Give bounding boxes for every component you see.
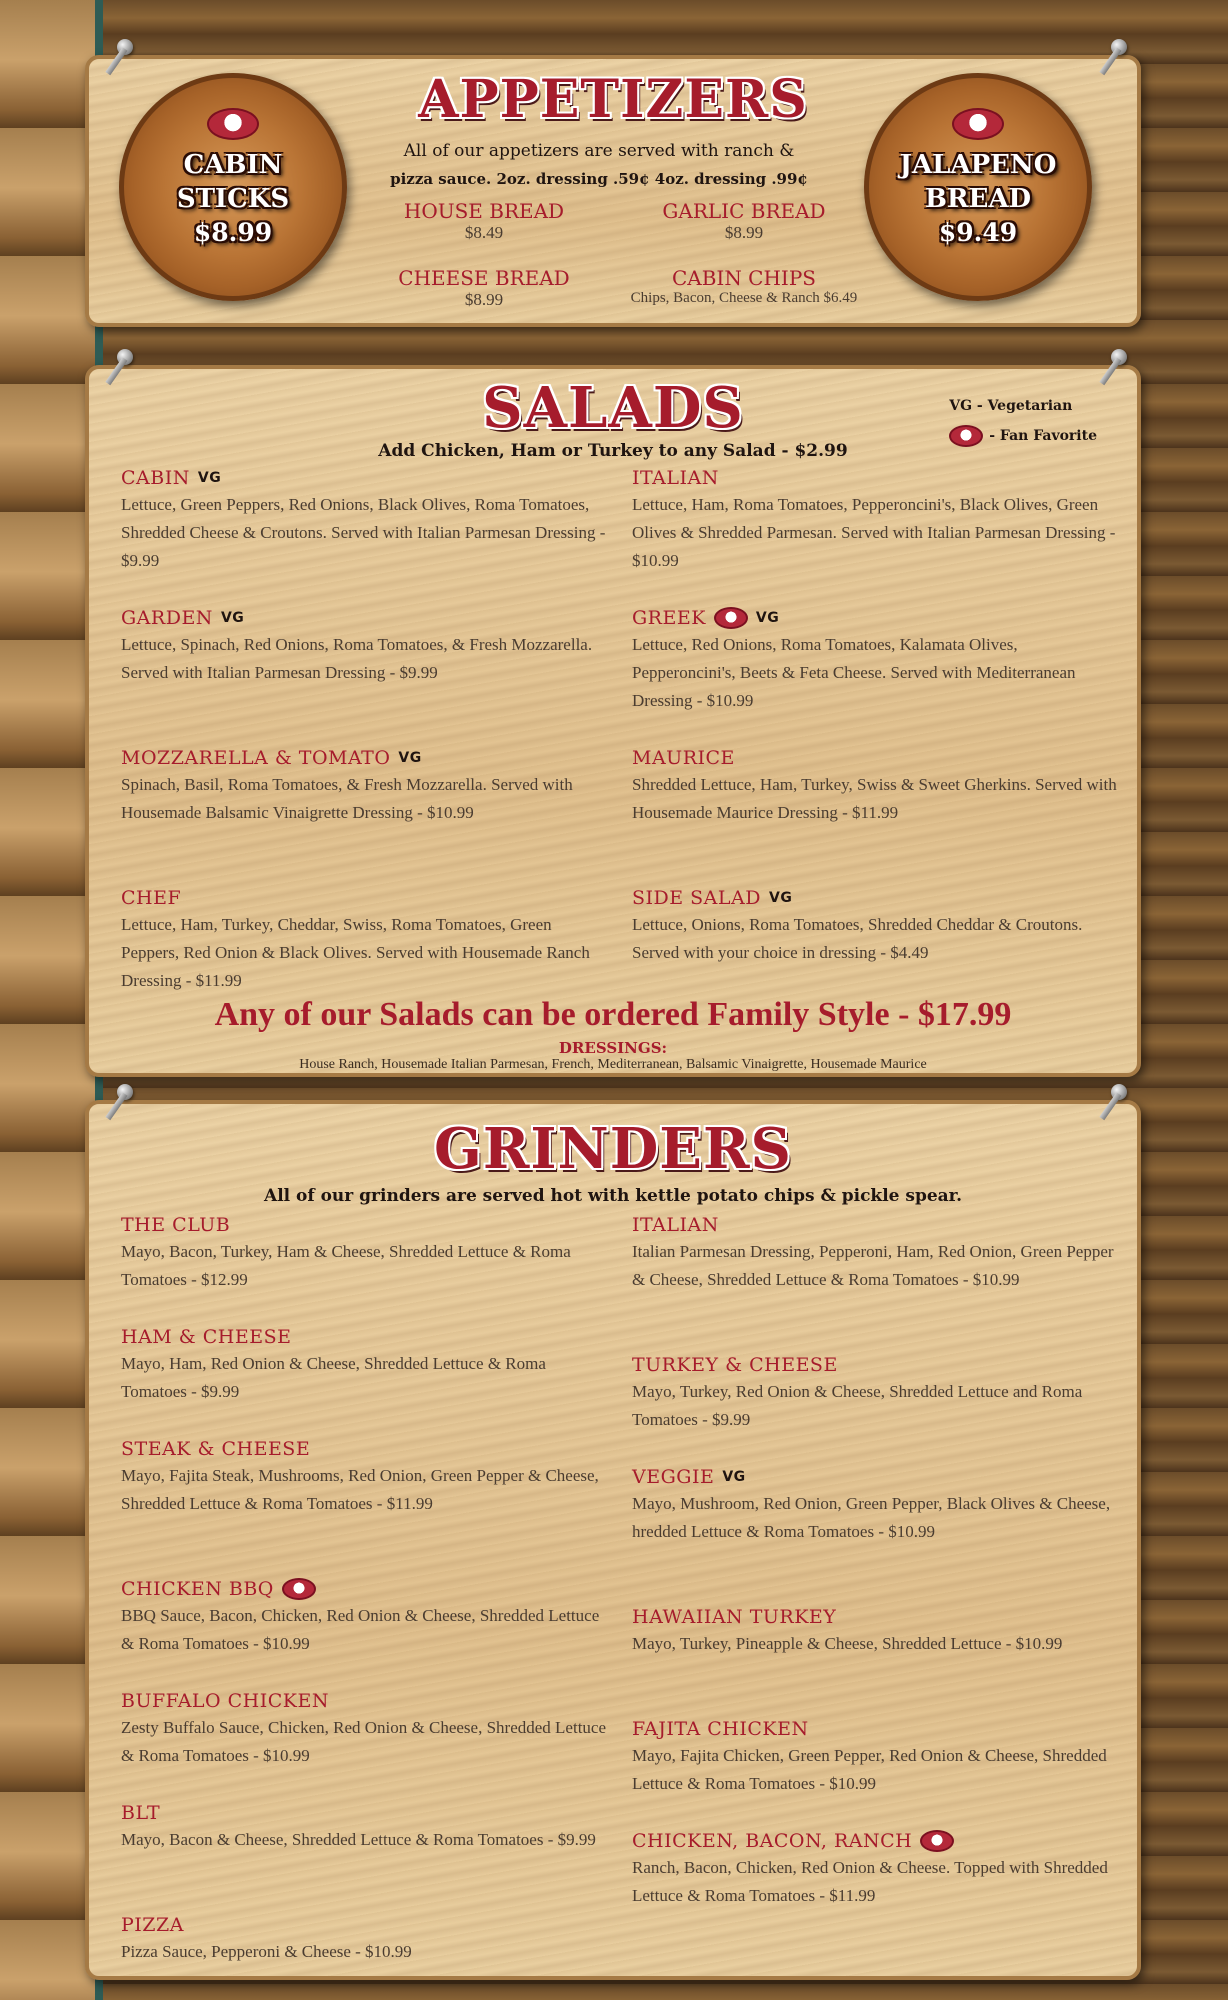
featured-cabin-sticks[interactable] <box>119 73 347 301</box>
item-name: GARDEN <box>121 607 213 629</box>
item-description: Mayo, Turkey, Red Onion & Cheese, Shredded Lettuce and Roma Tomatoes - $9.99 <box>632 1382 1083 1429</box>
fan-favorite-icon <box>920 1830 954 1852</box>
featured-name-line1: CABIN <box>183 150 283 180</box>
fan-favorite-icon <box>952 108 1004 140</box>
appetizer-price: Chips, Bacon, Cheese & Ranch $6.49 <box>630 290 858 306</box>
item-name: MOZZARELLA & TOMATO <box>121 747 391 769</box>
appetizers-intro-line1: All of our appetizers are served with ranch & <box>403 141 795 161</box>
item-name: TURKEY & CHEESE <box>632 1354 838 1376</box>
menu-item[interactable] <box>121 1576 611 1658</box>
menu-item[interactable] <box>632 745 1122 827</box>
item-name: HAM & CHEESE <box>121 1326 292 1348</box>
featured-name-line2: STICKS <box>176 184 290 214</box>
appetizers-intro <box>349 137 849 193</box>
item-description: Lettuce, Ham, Turkey, Cheddar, Swiss, Roma Tomatoes, Green Peppers, Red Onion & Black Olives. Served with Housemade Ranch Dressing - $11.99 <box>121 915 590 990</box>
item-description: Lettuce, Green Peppers, Red Onions, Black Olives, Roma Tomatoes, Shredded Cheese & Croutons. Served with Italian Parmesan Dressing - $9.99 <box>121 495 606 570</box>
menu-item[interactable] <box>121 745 611 827</box>
nail-icon <box>1111 39 1127 55</box>
item-name-row <box>121 1436 611 1462</box>
menu-item[interactable] <box>121 605 611 687</box>
vegetarian-tag: VG <box>398 750 422 766</box>
item-description: BBQ Sauce, Bacon, Chicken, Red Onion & Cheese, Shredded Lettuce & Roma Tomatoes - $10.99 <box>121 1606 600 1653</box>
salads-intro: Add Chicken, Ham or Turkey to any Salad - $2.99 <box>378 441 848 461</box>
legend-vegetarian: VG - Vegetarian <box>949 398 1073 414</box>
nail-icon <box>1111 1084 1127 1100</box>
grinders-board <box>85 1100 1141 1980</box>
menu-item[interactable] <box>632 465 1122 575</box>
item-name: MAURICE <box>632 747 735 769</box>
item-name: ITALIAN <box>632 467 719 489</box>
fan-favorite-icon <box>714 607 748 629</box>
salads-title: SALADS <box>482 375 744 441</box>
item-name: PIZZA <box>121 1914 184 1936</box>
item-description: Mayo, Fajita Steak, Mushrooms, Red Onion, Green Pepper & Cheese, Shredded Lettuce & Roma Tomatoes - $11.99 <box>121 1466 599 1513</box>
item-name: HAWAIIAN TURKEY <box>632 1606 837 1628</box>
menu-item[interactable] <box>632 1604 1122 1658</box>
item-name-row <box>121 465 611 491</box>
menu-item[interactable] <box>632 1828 1122 1910</box>
featured-name <box>869 148 1087 216</box>
item-name: CHEF <box>121 887 182 909</box>
item-name-row <box>632 1716 1122 1742</box>
menu-item[interactable] <box>121 1324 611 1406</box>
nail-icon <box>117 349 133 365</box>
item-name-row <box>121 1212 611 1238</box>
item-name: GREEK <box>632 607 706 629</box>
menu-item[interactable] <box>121 1800 611 1854</box>
item-name-row <box>121 745 611 771</box>
vegetarian-tag: VG <box>768 890 793 906</box>
item-name: CHICKEN BBQ <box>121 1578 274 1600</box>
item-description: Mayo, Fajita Chicken, Green Pepper, Red Onion & Cheese, Shredded Lettuce & Roma Tomatoes - $10.99 <box>632 1746 1107 1793</box>
item-name: THE CLUB <box>121 1214 231 1236</box>
item-name-row <box>121 1912 611 1938</box>
item-description: Lettuce, Ham, Roma Tomatoes, Pepperoncini's, Black Olives, Green Olives & Shredded Parmesan. Served with Italian Parmesan Dressing - $10.99 <box>632 495 1116 570</box>
item-name-row <box>632 1604 1122 1630</box>
appetizers-board <box>85 55 1141 327</box>
fan-favorite-icon <box>207 108 259 140</box>
menu-item[interactable] <box>632 1212 1122 1294</box>
vegetarian-tag: VG <box>220 610 245 626</box>
appetizer-name: HOUSE BREAD <box>403 199 565 223</box>
featured-name-line2: BREAD <box>924 184 1032 214</box>
appetizer-price: $8.99 <box>464 290 504 309</box>
menu-item[interactable] <box>121 1212 611 1294</box>
item-name-row <box>121 885 611 911</box>
item-name: CHICKEN, BACON, RANCH <box>632 1830 913 1852</box>
appetizer-item[interactable] <box>369 199 599 243</box>
menu-item[interactable] <box>121 1436 611 1518</box>
item-name: BUFFALO CHICKEN <box>121 1690 329 1712</box>
appetizer-item[interactable] <box>589 266 899 307</box>
appetizer-price: $8.49 <box>464 223 504 242</box>
appetizer-name: CHEESE BREAD <box>398 266 570 290</box>
menu-item[interactable] <box>632 605 1122 715</box>
menu-item[interactable] <box>121 465 611 575</box>
appetizer-name: GARLIC BREAD <box>662 199 826 223</box>
item-name: STEAK & CHEESE <box>121 1438 311 1460</box>
item-name-row <box>121 1688 611 1714</box>
item-name: VEGGIE <box>632 1466 715 1488</box>
family-style-banner: Any of our Salads can be ordered Family Style - $17.99 <box>214 996 1012 1033</box>
dressings-list: House Ranch, Housemade Italian Parmesan, French, Mediterranean, Balsamic Vinaigrette, Housemade Maurice <box>299 1057 927 1072</box>
item-name-row <box>632 1464 1122 1490</box>
menu-item[interactable] <box>121 1688 611 1770</box>
item-name-row <box>632 465 1122 491</box>
item-name-row <box>121 1576 611 1602</box>
menu-item[interactable] <box>632 1464 1122 1546</box>
menu-item[interactable] <box>121 1912 611 1966</box>
item-description: Lettuce, Red Onions, Roma Tomatoes, Kalamata Olives, Pepperoncini's, Beets & Feta Cheese. Served with Mediterranean Dressing - $10.99 <box>632 635 1076 710</box>
nail-icon <box>117 1084 133 1100</box>
appetizers-intro-line2: pizza sauce. 2oz. dressing .59¢ 4oz. dressing .99¢ <box>390 170 808 188</box>
item-name-row <box>632 1212 1122 1238</box>
appetizer-price: $8.99 <box>724 223 764 242</box>
menu-item[interactable] <box>632 1716 1122 1798</box>
item-name: SIDE SALAD <box>632 887 761 909</box>
item-description: Mayo, Bacon, Turkey, Ham & Cheese, Shredded Lettuce & Roma Tomatoes - $12.99 <box>121 1242 571 1289</box>
item-description: Mayo, Ham, Red Onion & Cheese, Shredded Lettuce & Roma Tomatoes - $9.99 <box>121 1354 546 1401</box>
item-name-row <box>121 1324 611 1350</box>
item-description: Mayo, Bacon & Cheese, Shredded Lettuce & Roma Tomatoes - $9.99 <box>121 1830 596 1849</box>
item-description: Italian Parmesan Dressing, Pepperoni, Ham, Red Onion, Green Pepper & Cheese, Shredded Lettuce & Roma Tomatoes - $10.99 <box>632 1242 1114 1289</box>
vegetarian-tag: VG <box>197 470 222 486</box>
item-description: Spinach, Basil, Roma Tomatoes, & Fresh Mozzarella. Served with Housemade Balsamic Vinaigrette Dressing - $10.99 <box>121 775 573 822</box>
item-name-row <box>632 745 1122 771</box>
item-description: Mayo, Turkey, Pineapple & Cheese, Shredded Lettuce - $10.99 <box>632 1634 1063 1653</box>
grinders-title: GRINDERS <box>434 1116 792 1182</box>
item-name: FAJITA CHICKEN <box>632 1718 809 1740</box>
item-name-row <box>632 1828 1122 1854</box>
featured-name-line1: JALAPENO <box>899 150 1057 180</box>
item-description: Zesty Buffalo Sauce, Chicken, Red Onion & Cheese, Shredded Lettuce & Roma Tomatoes - $10.99 <box>121 1718 607 1765</box>
item-name: BLT <box>121 1802 161 1824</box>
grinders-intro: All of our grinders are served hot with kettle potato chips & pickle spear. <box>264 1186 962 1206</box>
featured-name <box>124 148 342 216</box>
item-name-row <box>632 885 1122 911</box>
appetizer-item[interactable] <box>369 266 599 310</box>
menu-item[interactable] <box>632 1352 1122 1434</box>
item-name-row <box>121 605 611 631</box>
item-description: Shredded Lettuce, Ham, Turkey, Swiss & Sweet Gherkins. Served with Housemade Maurice Dressing - $11.99 <box>632 775 1117 822</box>
nail-icon <box>117 39 133 55</box>
appetizer-name: CABIN CHIPS <box>671 266 816 290</box>
item-name: ITALIAN <box>632 1214 719 1236</box>
menu-item[interactable] <box>121 885 611 995</box>
appetizer-item[interactable] <box>629 199 859 243</box>
featured-price: $9.49 <box>938 218 1018 247</box>
item-description: Lettuce, Spinach, Red Onions, Roma Tomatoes, & Fresh Mozzarella. Served with Italian Parmesan Dressing - $9.99 <box>121 635 593 682</box>
dressings-label: DRESSINGS: <box>558 1039 668 1057</box>
featured-price: $8.99 <box>193 218 273 247</box>
appetizers-title: APPETIZERS <box>418 69 808 130</box>
item-description: Pizza Sauce, Pepperoni & Cheese - $10.99 <box>121 1942 412 1961</box>
nail-icon <box>1111 349 1127 365</box>
menu-item[interactable] <box>632 885 1122 967</box>
vegetarian-tag: VG <box>722 1469 746 1485</box>
vegetarian-tag: VG <box>755 610 780 626</box>
item-description: Mayo, Mushroom, Red Onion, Green Pepper, Black Olives & Cheese, hredded Lettuce & Roma Tomatoes - $10.99 <box>632 1494 1111 1541</box>
item-name: CABIN <box>121 467 190 489</box>
legend-fan-favorite-label: - Fan Favorite <box>989 428 1097 444</box>
item-description: Lettuce, Onions, Roma Tomatoes, Shredded Cheddar & Croutons. Served with your choice in dressing - $4.49 <box>632 915 1083 962</box>
item-description: Ranch, Bacon, Chicken, Red Onion & Cheese. Topped with Shredded Lettuce & Roma Tomatoes - $11.99 <box>632 1858 1108 1905</box>
item-name-row <box>632 1352 1122 1378</box>
item-name-row <box>632 605 1122 631</box>
item-name-row <box>121 1800 611 1826</box>
fan-favorite-icon <box>282 1578 316 1600</box>
salads-board <box>85 365 1141 1077</box>
